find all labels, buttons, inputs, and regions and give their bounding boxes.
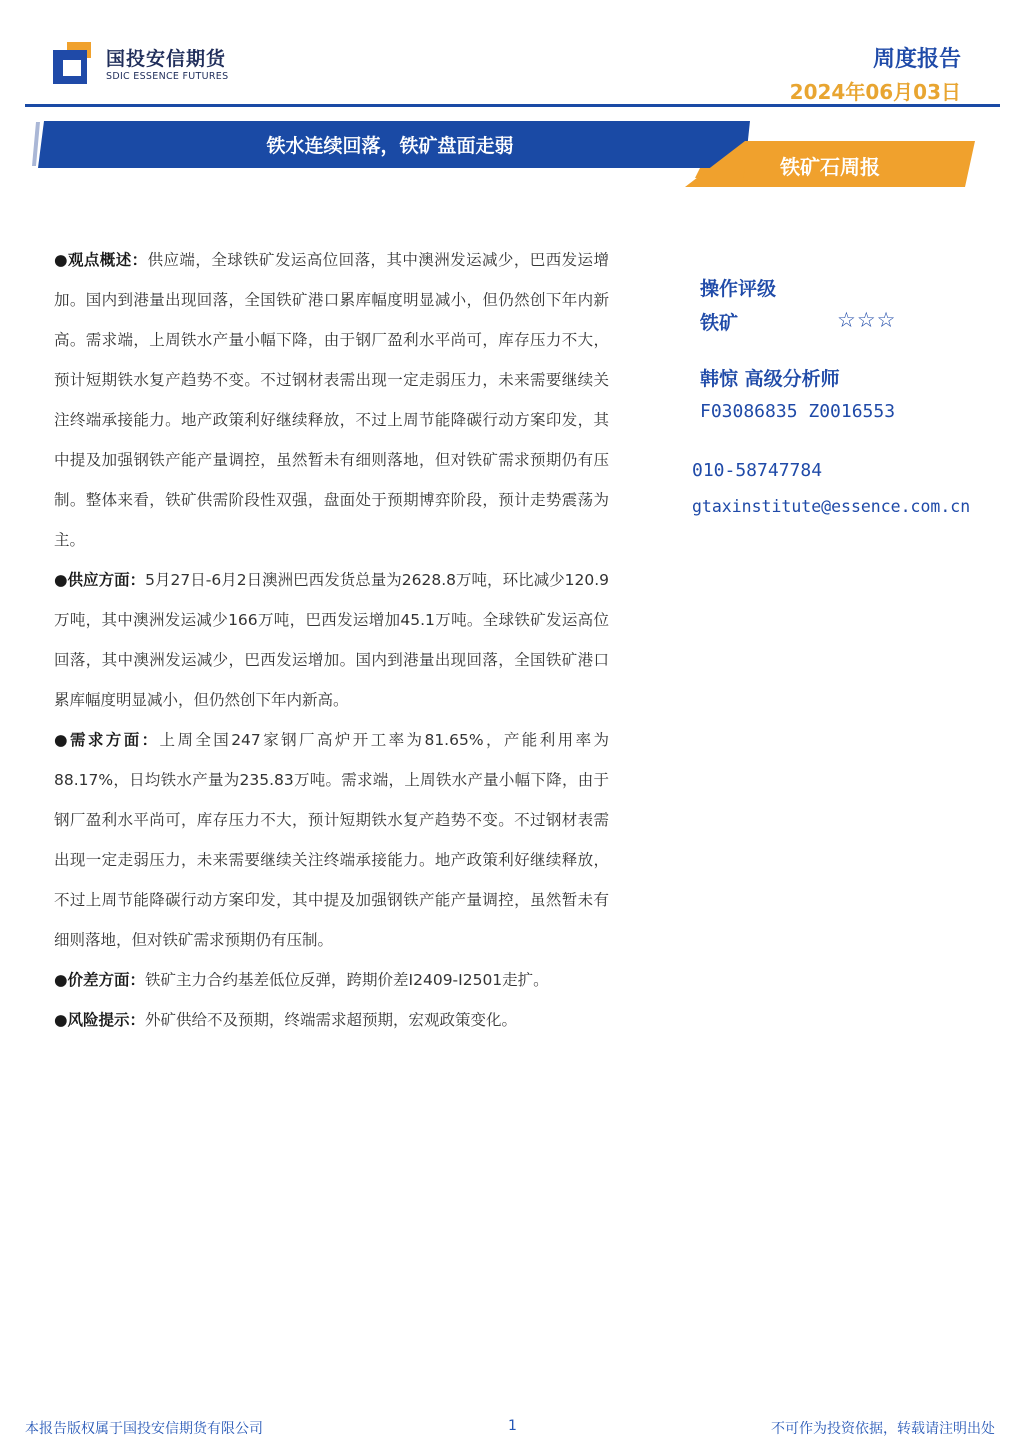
rating-stars-icon: ☆☆☆ (837, 308, 897, 332)
report-body (54, 240, 609, 1040)
paragraph-text: 供应端，全球铁矿发运高位回落，其中澳洲发运减少，巴西发运增加。国内到港量出现回落，全国铁矿港口累库幅度明显减小，但仍然创下年内新高。需求端，上周铁水产量小幅下降，由于钢厂盈利水平尚可，库存压力不大，预计短期铁水复产趋势不变。不过钢材表需出现一定走弱压力，未来需要继续关注终端承接能力。地产政策利好继续释放，不过上周节能降碳行动方案印发，其中提及加强钢铁产能产量调控，虽然暂未有细则落地，但对铁矿需求预期仍有压制。整体来看，铁矿供需阶段性双强，盘面处于预期博弈阶段，预计走势震荡为主。 (54, 251, 609, 549)
paragraph-text: 铁矿主力合约基差低位反弹，跨期价差I2409-I2501走扩。 (145, 971, 549, 989)
paragraph-overview (54, 240, 609, 560)
logo-company-name: 国投安信期货 (106, 48, 227, 70)
paragraph-text: 5月27日-6月2日澳洲巴西发货总量为2628.8万吨，环比减少120.9万吨，其中澳洲发运减少166万吨，巴西发运增加45.1万吨。全球铁矿发运高位回落，其中澳洲发运减少，巴西发运增加。国内到港量出现回落，全国铁矿港口累库幅度明显减小，但仍然创下年内新高。 (54, 571, 610, 709)
report-date: 2024年06月03日 (789, 80, 961, 104)
paragraph-risk (54, 1000, 609, 1040)
company-logo (53, 40, 253, 90)
paragraph-demand (54, 720, 609, 960)
paragraph-label: ●观点概述： (54, 251, 148, 269)
logo-mark-icon (53, 42, 99, 86)
paragraph-label: ●风险提示： (54, 1011, 146, 1029)
paragraph-spread (54, 960, 609, 1000)
analyst-name: 韩惊 高级分析师 (700, 368, 840, 390)
page-number: 1 (508, 1418, 517, 1434)
paragraph-supply (54, 560, 609, 720)
rating-heading: 操作评级 (700, 278, 777, 300)
rating-item: 铁矿 (700, 312, 739, 334)
paragraph-label: ●供应方面： (54, 571, 146, 589)
footer-copyright: 本报告版权属于国投安信期货有限公司 (25, 1421, 263, 1437)
paragraph-label: ●需求方面： (54, 731, 160, 749)
report-headline: 铁水连续回落，铁矿盘面走弱 (266, 135, 514, 157)
paragraph-text: 外矿供给不及预期，终端需求超预期，宏观政策变化。 (145, 1011, 518, 1029)
contact-phone: 010-58747784 (692, 460, 823, 481)
logo-company-name-en: SDIC ESSENCE FUTURES (106, 71, 229, 82)
paragraph-label: ●价差方面： (54, 971, 146, 989)
footer-disclaimer: 不可作为投资依据，转载请注明出处 (771, 1421, 995, 1437)
report-category-tag: 铁矿石周报 (780, 155, 880, 179)
paragraph-text: 上周全国247家钢厂高炉开工率为81.65%，产能利用率为88.17%，日均铁水产量为235.83万吨。需求端，上周铁水产量小幅下降，由于钢厂盈利水平尚可，库存压力不大，预计短期铁水复产趋势不变。不过钢材表需出现一定走弱压力，未来需要继续关注终端承接能力。地产政策利好继续释放，不过上周节能降碳行动方案印发，其中提及加强钢铁产能产量调控，虽然暂未有细则落地，但对铁矿需求预期仍有压制。 (54, 731, 609, 949)
header-divider (25, 104, 1000, 107)
report-type: 周度报告 (872, 47, 961, 72)
rating-row (700, 308, 910, 335)
analyst-certificates: F03086835 Z0016553 (700, 401, 896, 422)
contact-email[interactable]: gtaxinstitute@essence.com.cn (692, 497, 971, 516)
